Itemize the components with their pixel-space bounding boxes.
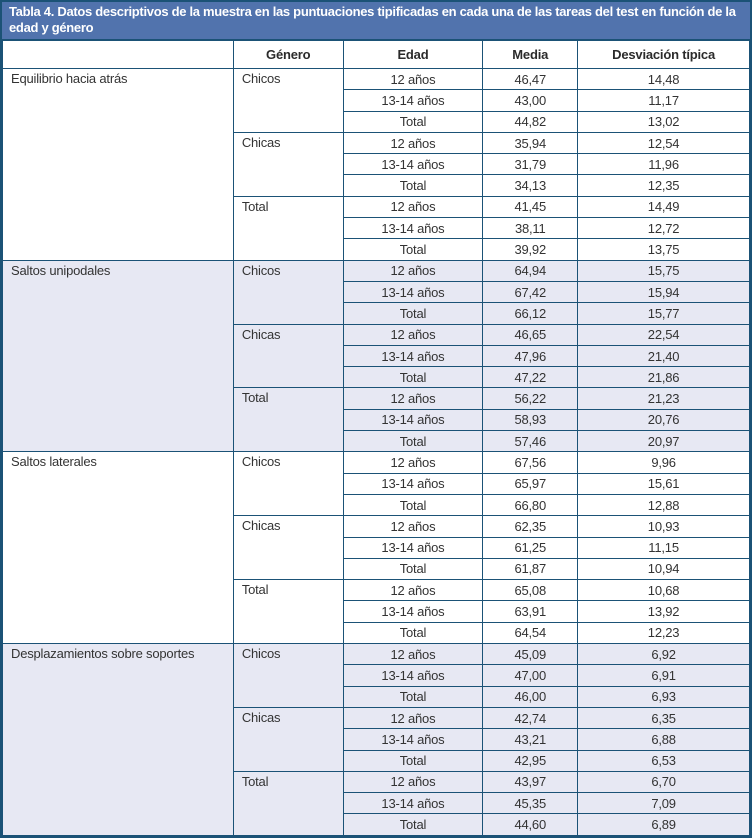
- task-cell: Saltos laterales: [3, 452, 234, 644]
- mean-cell: 46,65: [483, 324, 578, 345]
- sd-cell: 14,48: [578, 69, 750, 90]
- age-cell: 12 años: [343, 132, 483, 153]
- header-age: Edad: [343, 41, 483, 69]
- sd-cell: 10,93: [578, 516, 750, 537]
- gender-cell: Chicos: [233, 69, 343, 133]
- mean-cell: 45,09: [483, 644, 578, 665]
- mean-cell: 31,79: [483, 154, 578, 175]
- mean-cell: 34,13: [483, 175, 578, 196]
- mean-cell: 39,92: [483, 239, 578, 260]
- mean-cell: 42,74: [483, 707, 578, 728]
- gender-cell: Chicas: [233, 132, 343, 196]
- mean-cell: 46,47: [483, 69, 578, 90]
- age-cell: Total: [343, 431, 483, 452]
- mean-cell: 64,54: [483, 622, 578, 643]
- age-cell: 13-14 años: [343, 601, 483, 622]
- age-cell: 13-14 años: [343, 281, 483, 302]
- mean-cell: 61,87: [483, 558, 578, 579]
- mean-cell: 57,46: [483, 431, 578, 452]
- data-table: [2, 40, 750, 836]
- mean-cell: 46,00: [483, 686, 578, 707]
- sd-cell: 15,94: [578, 281, 750, 302]
- mean-cell: 35,94: [483, 132, 578, 153]
- sd-cell: 22,54: [578, 324, 750, 345]
- sd-cell: 6,88: [578, 729, 750, 750]
- table-body: [3, 69, 750, 836]
- task-cell: Saltos unipodales: [3, 260, 234, 452]
- table-row: [3, 452, 750, 473]
- mean-cell: 44,60: [483, 814, 578, 836]
- gender-cell: Chicos: [233, 260, 343, 324]
- sd-cell: 6,92: [578, 644, 750, 665]
- mean-cell: 56,22: [483, 388, 578, 409]
- sd-cell: 11,17: [578, 90, 750, 111]
- age-cell: Total: [343, 558, 483, 579]
- age-cell: 13-14 años: [343, 473, 483, 494]
- mean-cell: 43,21: [483, 729, 578, 750]
- gender-cell: Chicas: [233, 707, 343, 771]
- task-cell: Equilibrio hacia atrás: [3, 69, 234, 261]
- sd-cell: 13,02: [578, 111, 750, 132]
- sd-cell: 20,76: [578, 409, 750, 430]
- header-mean: Media: [483, 41, 578, 69]
- sd-cell: 13,92: [578, 601, 750, 622]
- sd-cell: 12,88: [578, 494, 750, 515]
- age-cell: Total: [343, 622, 483, 643]
- mean-cell: 67,42: [483, 281, 578, 302]
- age-cell: 13-14 años: [343, 409, 483, 430]
- gender-cell: Chicos: [233, 644, 343, 708]
- age-cell: 12 años: [343, 69, 483, 90]
- mean-cell: 45,35: [483, 793, 578, 814]
- header-sd: Desviación típica: [578, 41, 750, 69]
- age-cell: 13-14 años: [343, 665, 483, 686]
- mean-cell: 65,97: [483, 473, 578, 494]
- sd-cell: 10,94: [578, 558, 750, 579]
- age-cell: 13-14 años: [343, 345, 483, 366]
- mean-cell: 38,11: [483, 218, 578, 239]
- gender-cell: Total: [233, 771, 343, 835]
- age-cell: 12 años: [343, 644, 483, 665]
- header-gender: Género: [233, 41, 343, 69]
- sd-cell: 6,91: [578, 665, 750, 686]
- age-cell: Total: [343, 367, 483, 388]
- mean-cell: 44,82: [483, 111, 578, 132]
- sd-cell: 12,54: [578, 132, 750, 153]
- sd-cell: 15,75: [578, 260, 750, 281]
- sd-cell: 12,35: [578, 175, 750, 196]
- age-cell: Total: [343, 175, 483, 196]
- header-task: [3, 41, 234, 69]
- mean-cell: 43,00: [483, 90, 578, 111]
- age-cell: Total: [343, 814, 483, 836]
- table-title: [2, 2, 750, 40]
- age-cell: Total: [343, 750, 483, 771]
- age-cell: 12 años: [343, 707, 483, 728]
- sd-cell: 6,53: [578, 750, 750, 771]
- sd-cell: 12,72: [578, 218, 750, 239]
- sd-cell: 6,70: [578, 771, 750, 792]
- sd-cell: 11,96: [578, 154, 750, 175]
- gender-cell: Total: [233, 388, 343, 452]
- mean-cell: 67,56: [483, 452, 578, 473]
- mean-cell: 47,96: [483, 345, 578, 366]
- gender-cell: Total: [233, 580, 343, 644]
- sd-cell: 7,09: [578, 793, 750, 814]
- age-cell: 13-14 años: [343, 90, 483, 111]
- mean-cell: 41,45: [483, 196, 578, 217]
- mean-cell: 65,08: [483, 580, 578, 601]
- age-cell: 12 años: [343, 324, 483, 345]
- sd-cell: 9,96: [578, 452, 750, 473]
- age-cell: 13-14 años: [343, 218, 483, 239]
- age-cell: 12 años: [343, 260, 483, 281]
- mean-cell: 63,91: [483, 601, 578, 622]
- mean-cell: 43,97: [483, 771, 578, 792]
- sd-cell: 21,40: [578, 345, 750, 366]
- sd-cell: 14,49: [578, 196, 750, 217]
- mean-cell: 62,35: [483, 516, 578, 537]
- mean-cell: 47,22: [483, 367, 578, 388]
- sd-cell: 13,75: [578, 239, 750, 260]
- age-cell: 13-14 años: [343, 154, 483, 175]
- gender-cell: Chicas: [233, 324, 343, 388]
- age-cell: 12 años: [343, 516, 483, 537]
- sd-cell: 15,61: [578, 473, 750, 494]
- age-cell: Total: [343, 239, 483, 260]
- table-row: [3, 260, 750, 281]
- gender-cell: Total: [233, 196, 343, 260]
- table-row: [3, 644, 750, 665]
- age-cell: 12 años: [343, 452, 483, 473]
- sd-cell: 20,97: [578, 431, 750, 452]
- mean-cell: 61,25: [483, 537, 578, 558]
- header-row: [3, 41, 750, 69]
- sd-cell: 6,35: [578, 707, 750, 728]
- sd-cell: 15,77: [578, 303, 750, 324]
- table-title-number: Tabla 4.: [9, 4, 55, 19]
- sd-cell: 11,15: [578, 537, 750, 558]
- mean-cell: 66,80: [483, 494, 578, 515]
- gender-cell: Chicas: [233, 516, 343, 580]
- table-title-text: Datos descriptivos de la muestra en las puntuaciones tipificadas en cada una de las tareas del test en función de la edad y género: [9, 4, 736, 35]
- age-cell: 13-14 años: [343, 729, 483, 750]
- sd-cell: 21,86: [578, 367, 750, 388]
- mean-cell: 58,93: [483, 409, 578, 430]
- task-cell: Desplazamientos sobre soportes: [3, 644, 234, 836]
- mean-cell: 64,94: [483, 260, 578, 281]
- age-cell: Total: [343, 303, 483, 324]
- sd-cell: 21,23: [578, 388, 750, 409]
- sd-cell: 12,23: [578, 622, 750, 643]
- mean-cell: 47,00: [483, 665, 578, 686]
- gender-cell: Chicos: [233, 452, 343, 516]
- age-cell: 12 años: [343, 196, 483, 217]
- age-cell: 12 años: [343, 771, 483, 792]
- mean-cell: 42,95: [483, 750, 578, 771]
- table-row: [3, 69, 750, 90]
- age-cell: 13-14 años: [343, 537, 483, 558]
- age-cell: 12 años: [343, 388, 483, 409]
- age-cell: Total: [343, 111, 483, 132]
- age-cell: Total: [343, 686, 483, 707]
- age-cell: Total: [343, 494, 483, 515]
- sd-cell: 10,68: [578, 580, 750, 601]
- age-cell: 12 años: [343, 580, 483, 601]
- mean-cell: 66,12: [483, 303, 578, 324]
- sd-cell: 6,93: [578, 686, 750, 707]
- age-cell: 13-14 años: [343, 793, 483, 814]
- sd-cell: 6,89: [578, 814, 750, 836]
